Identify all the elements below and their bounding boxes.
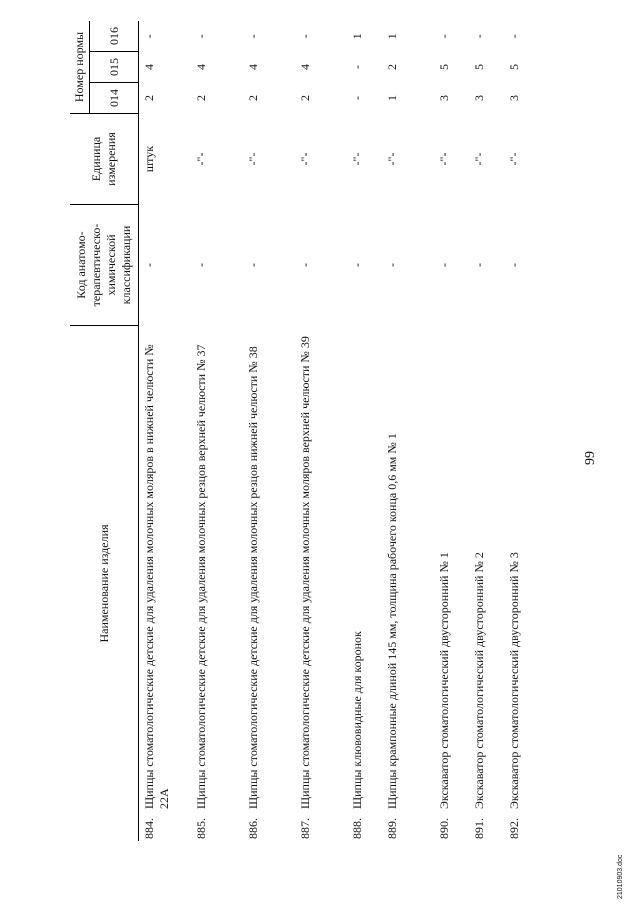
table-row <box>191 21 243 841</box>
row-code: - <box>506 263 521 267</box>
row-name: Экскаватор стоматологический двусторонний № 1 <box>436 552 451 809</box>
row-norm-015: - <box>349 65 364 69</box>
table-row <box>347 21 382 841</box>
row-norm-015: 2 <box>384 64 399 70</box>
row-number: 890. <box>436 818 451 839</box>
row-number: 888. <box>349 818 364 839</box>
row-code: - <box>193 263 208 267</box>
table-row <box>295 21 347 841</box>
row-number: 887. <box>297 818 312 839</box>
table-row <box>434 21 469 841</box>
header-norm-016: 016 <box>90 21 139 52</box>
row-name: Экскаватор стоматологический двусторонний № 2 <box>471 552 486 809</box>
row-norm-016: 1 <box>349 33 364 40</box>
row-code: - <box>471 263 486 267</box>
row-name: Щипцы крампонные длиной 145 мм, толщина рабочего конца 0,6 мм № 1 <box>384 433 399 809</box>
row-number: 885. <box>193 818 208 839</box>
row-norm-016: - <box>436 34 451 39</box>
table-row <box>504 21 539 841</box>
row-norm-014: 1 <box>384 95 399 101</box>
header-norm-015: 015 <box>90 52 139 83</box>
row-code: - <box>436 263 451 267</box>
row-code: - <box>384 263 399 267</box>
row-unit: -"- <box>471 152 486 166</box>
file-name-footer: 21010903.doc <box>617 854 624 899</box>
row-name: Щипцы стоматологические детские для удаления молочных моляров в нижней челюсти № 22А <box>142 344 171 809</box>
header-norm-group: Номер нормы <box>70 21 90 114</box>
row-name: Щипцы клювовидные для коронок <box>349 631 364 809</box>
row-unit: -"- <box>384 152 399 166</box>
row-norm-015: 5 <box>471 64 486 70</box>
row-name: Щипцы стоматологические детские для удаления молочных резцов нижней челюсти № 38 <box>245 346 260 809</box>
row-name: Щипцы стоматологические детские для удаления молочных резцов верхней челюсти № 37 <box>193 344 208 809</box>
row-unit: -"- <box>506 152 521 166</box>
row-norm-014: 3 <box>471 95 486 101</box>
row-norm-014: 2 <box>193 95 208 101</box>
row-code: - <box>349 263 364 267</box>
row-unit: -"- <box>193 152 208 166</box>
table-row <box>139 21 191 841</box>
header-code: Код анатомо-терапевтическо-химической классификации <box>70 205 139 326</box>
row-norm-015: 4 <box>245 64 260 70</box>
header-norm-014: 014 <box>90 83 139 114</box>
row-unit: -"- <box>436 152 451 166</box>
table-row <box>469 21 504 841</box>
row-number: 891. <box>471 818 486 839</box>
header-unit: Единица измерения <box>70 114 139 205</box>
row-name: Щипцы стоматологические детские для удаления молочных моляров верхней челюсти № 39 <box>297 336 312 809</box>
row-name: Экскаватор стоматологический двусторонний № 3 <box>506 552 521 809</box>
row-norm-014: 2 <box>297 95 312 101</box>
row-number: 889. <box>384 818 399 839</box>
row-norm-015: 4 <box>297 64 312 70</box>
row-norm-014: - <box>349 96 364 100</box>
row-norm-014: 2 <box>142 95 156 101</box>
table-row <box>382 21 434 841</box>
row-norm-016: - <box>471 34 486 39</box>
row-unit: -"- <box>245 152 260 166</box>
row-norm-015: 5 <box>506 64 521 70</box>
row-norm-015: 4 <box>193 64 208 70</box>
row-number: 884. <box>142 818 156 839</box>
row-unit: штук <box>142 145 156 173</box>
row-norm-015: 5 <box>436 64 451 70</box>
row-norm-016: 1 <box>384 33 399 40</box>
row-norm-016: - <box>245 34 260 39</box>
row-norm-015: 4 <box>142 64 156 70</box>
items-table <box>70 21 539 841</box>
row-norm-016: - <box>297 34 312 39</box>
header-name: Наименование изделия <box>70 326 139 842</box>
row-norm-014: 2 <box>245 95 260 101</box>
row-norm-014: 3 <box>436 95 451 101</box>
table-row <box>243 21 295 841</box>
row-number: 892. <box>506 818 521 839</box>
page-number: 99 <box>583 451 598 465</box>
row-norm-016: - <box>193 34 208 39</box>
row-number: 886. <box>245 818 260 839</box>
row-norm-014: 3 <box>506 95 521 101</box>
row-code: - <box>297 263 312 267</box>
row-code: - <box>245 263 260 267</box>
row-norm-016: - <box>142 34 156 39</box>
row-unit: -"- <box>297 152 312 166</box>
row-norm-016: - <box>506 34 521 39</box>
row-unit: -"- <box>349 152 364 166</box>
row-code: - <box>142 263 156 267</box>
